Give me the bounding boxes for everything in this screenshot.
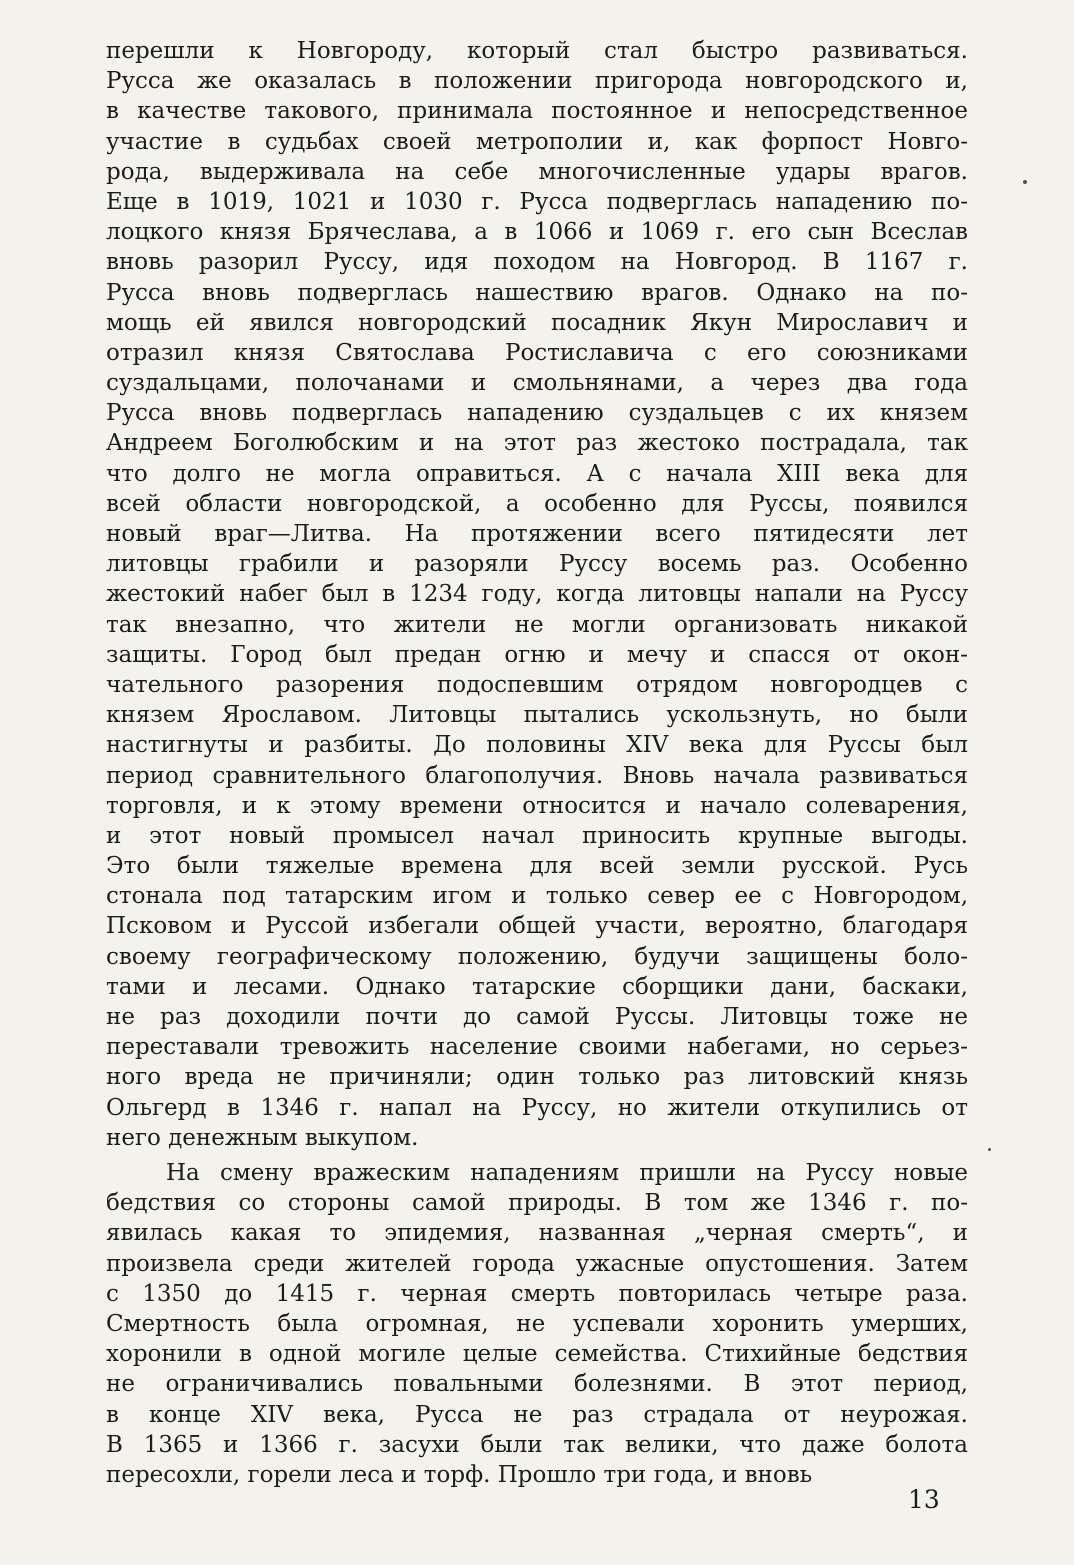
text-line: участие в судьбах своей метрополии и, как форпост Новго- [106,128,968,155]
text-line: него денежным выкупом. [106,1124,419,1151]
text-line: новый враг—Литва. На протяжении всего пятидесяти лет [106,521,968,547]
text-line: торговля, и к этому времени относится и начало солеварения, [106,792,968,819]
text-line: мощь ей явился новгородский посадник Якун Мирославич и [106,309,968,336]
text-line: в конце XIV века, Русса не раз страдала от неурожая. [106,1401,968,1428]
text-line: лоцкого князя Брячеслава, а в 1066 и 1069 г. его сын Всеслав [106,219,968,246]
text-line: что долго не могла оправиться. А с начала XIII века для [106,460,968,487]
text-line: Андреем Боголюбским и на этот раз жестоко пострадала, так [106,430,968,457]
text-line: В 1365 и 1366 г. засухи были так велики, что даже болота [106,1431,968,1458]
text-line: не ограничивались повальными болезнями. В этот период, [106,1371,968,1398]
print-speck [1023,180,1027,184]
text-line: чательного разорения подоспевшим отрядом новгородцев с [106,671,968,698]
text-line: бедствия со стороны самой природы. В том же 1346 г. по- [106,1190,968,1217]
text-line: рода, выдерживала на себе многочисленные удары врагов. [106,158,968,185]
page-number: 13 [908,1485,940,1514]
text-line: с 1350 до 1415 г. черная смерть повторилась четыре раза. [106,1280,968,1307]
text-line: произвела среди жителей города ужасные опустошения. Затем [106,1250,968,1277]
text-line: литовцы грабили и разоряли Руссу восемь раз. Особенно [106,551,968,578]
text-line: Псковом и Руссой избегали общей участи, вероятно, благодаря [106,913,968,940]
text-line: Русса же оказалась в положении пригорода новгородского и, [106,68,968,95]
text-line: защиты. Город был предан огню и мечу и спасся от окон- [106,641,968,668]
text-line: хоронили в одной могиле целые семейства. Стихийные бедствия [106,1341,968,1368]
text-line: так внезапно, что жители не могли организовать никакой [106,611,968,638]
text-line: вновь разорил Руссу, идя походом на Новгород. В 1167 г. [106,249,968,276]
paragraph-2 [106,1158,968,1490]
text-line: Это были тяжелые времена для всей земли русской. Русь [106,853,968,880]
text-line: суздальцами, полочанами и смольнянами, а через два года [106,370,968,397]
text-line: Ольгерд в 1346 г. напал на Руссу, но жители откупились от [106,1094,968,1121]
text-line: не раз доходили почти до самой Руссы. Литовцы тоже не [106,1004,968,1030]
text-line: пересохли, горели леса и торф. Прошло три года, и вновь [106,1461,813,1488]
text-line: своему географическому положению, будучи защищены боло- [106,943,968,970]
text-line: стонала под татарским игом и только север ее с Новгородом, [106,883,968,910]
text-line: и этот новый промысел начал приносить крупные выгоды. [106,822,968,849]
text-line: тами и лесами. Однако татарские сборщики дани, баскаки, [106,973,968,1000]
text-line: всей области новгородской, а особенно для Руссы, появился [106,490,968,517]
text-line: переставали тревожить население своими набегами, но серьез- [106,1034,968,1061]
paragraph-1 [106,36,968,1153]
text-line: ного вреда не причиняли; один только раз литовский князь [106,1064,968,1091]
text-line: Русса вновь подверглась нападению суздальцев с их князем [106,400,968,427]
text-line: Еще в 1019, 1021 и 1030 г. Русса подверглась нападению по- [106,188,968,215]
text-line: князем Ярославом. Литовцы пытались ускользнуть, но были [106,702,968,729]
print-speck [988,1148,991,1151]
text-line: жестокий набег был в 1234 году, когда литовцы напали на Руссу [106,581,968,608]
text-line: настигнуты и разбиты. До половины XIV века для Руссы был [106,732,968,759]
text-line: Смертность была огромная, не успевали хоронить умерших, [106,1310,968,1337]
text-line: период сравнительного благополучия. Вновь начала развиваться [106,762,968,789]
text-line: перешли к Новгороду, который стал быстро развиваться. [106,38,968,64]
text-line: Русса вновь подверглась нашествию врагов. Однако на по- [106,279,968,306]
text-line: явилась какая то эпидемия, названная „черная смерть“, и [106,1220,968,1247]
text-line: в качестве такового, принимала постоянное и непосредственное [106,98,968,125]
text-line: отразил князя Святослава Ростиславича с его союзниками [106,339,968,366]
text-line: На смену вражеским нападениям пришли на Руссу новые [166,1160,968,1186]
